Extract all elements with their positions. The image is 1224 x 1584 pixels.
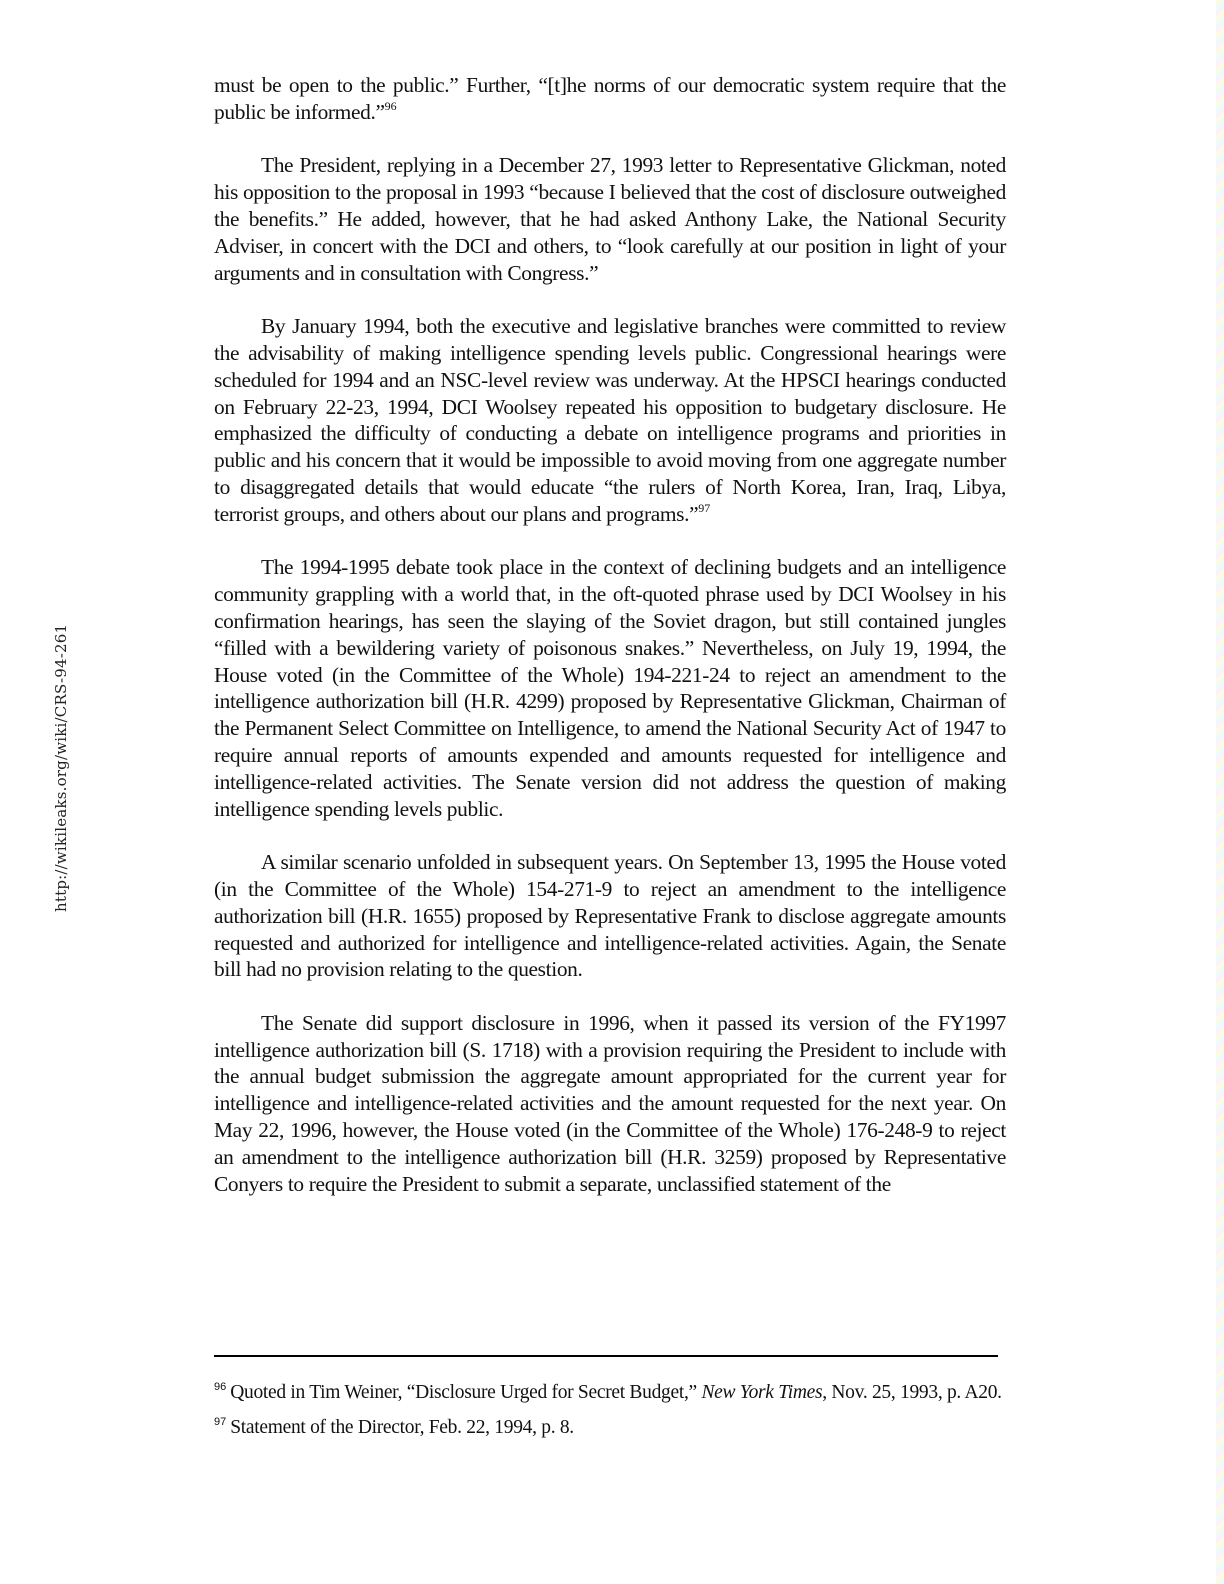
paragraph <box>214 72 1006 126</box>
paragraph-text: The President, replying in a December 27, 1993 letter to Representative Glickman, noted his opposition to the proposal in 1993 “because I believed that the cost of disclosure outweighed the benefits.” He added, however, that he had asked Anthony Lake, the National Security Adviser, in concert with the DCI and others, to “look carefully at our position in light of your arguments and in consultation with Congress.” <box>214 153 1006 285</box>
footnote-text: Statement of the Director, Feb. 22, 1994, p. 8. <box>230 1417 574 1438</box>
footnote-number: 96 <box>214 1381 227 1393</box>
paragraph-text: must be open to the public.” Further, “[t]he norms of our democratic system require that the public be informed.” <box>214 73 1006 124</box>
side-watermark-url: http://wikileaks.org/wiki/CRS-94-261 <box>52 623 70 912</box>
paragraph-text: A similar scenario unfolded in subsequent years. On September 13, 1995 the House voted (in the Committee of the Whole) 154-271-9 to reject an amendment to the intelligence authorization bill (H.R. 1655) proposed by Representative Frank to disclose aggregate amounts requested and authorized for intelligence and intelligence-related activities. Again, the Senate bill had no provision relating to the question. <box>214 850 1006 982</box>
footnote-text-end: , Nov. 25, 1993, p. A20. <box>822 1382 1002 1403</box>
paragraph <box>214 152 1006 286</box>
footnote-number: 97 <box>214 1416 227 1428</box>
footnote-ref[interactable]: 97 <box>698 500 711 515</box>
paragraph <box>214 849 1006 983</box>
footnote <box>214 1380 1006 1405</box>
paragraph-text: The Senate did support disclosure in 1996, when it passed its version of the FY1997 intelligence authorization bill (S. 1718) with a provision requiring the President to include with the annual budget submission the aggregate amount appropriated for the current year for intelligence and intelligence-related activities and the amount requested for the next year. On May 22, 1996, however, the House voted (in the Committee of the Whole) 176-248-9 to reject an amendment to the intelligence authorization bill (H.R. 3259) proposed by Representative Conyers to require the President to submit a separate, unclassified statement of the <box>214 1010 1006 1196</box>
footnote-ref[interactable]: 96 <box>384 98 397 113</box>
footnote-publication: New York Times <box>701 1382 823 1403</box>
footnote-text: Quoted in Tim Weiner, “Disclosure Urged for Secret Budget,” <box>230 1382 702 1403</box>
paragraph-text: By January 1994, both the executive and legislative branches were committed to review the advisability of making intelligence spending levels public. Congressional hearings were scheduled for 1994 and an NSC-level review was underway. At the HPSCI hearings conducted on February 22-23, 1994, DCI Woolsey repeated his opposition to budgetary disclosure. He emphasized the difficulty of conducting a debate on intelligence programs and priorities in public and his concern that it would be impossible to avoid moving from one aggregate number to disaggregated details that would educate “the rulers of North Korea, Iran, Iraq, Libya, terrorist groups, and others about our plans and programs.” <box>214 314 1006 526</box>
footnote-separator <box>214 1355 998 1357</box>
paragraph <box>214 554 1006 822</box>
document-body <box>214 72 1006 1224</box>
footnotes <box>214 1380 1006 1450</box>
paragraph <box>214 313 1006 527</box>
footnote <box>214 1415 1006 1440</box>
scan-edge-artifact <box>1216 0 1224 1584</box>
paragraph <box>214 1010 1006 1198</box>
paragraph-text: The 1994-1995 debate took place in the context of declining budgets and an intelligence community grappling with a world that, in the oft-quoted phrase used by DCI Woolsey in his confirmation hearings, has seen the slaying of the Soviet dragon, but still contained jungles “filled with a bewildering variety of poisonous snakes.” Nevertheless, on July 19, 1994, the House voted (in the Committee of the Whole) 194-221-24 to reject an amendment to the intelligence authorization bill (H.R. 4299) proposed by Representative Glickman, Chairman of the Permanent Select Committee on Intelligence, to amend the National Security Act of 1947 to require annual reports of amounts expended and amounts requested for intelligence and intelligence-related activities. The Senate version did not address the question of making intelligence spending levels public. <box>214 555 1006 821</box>
